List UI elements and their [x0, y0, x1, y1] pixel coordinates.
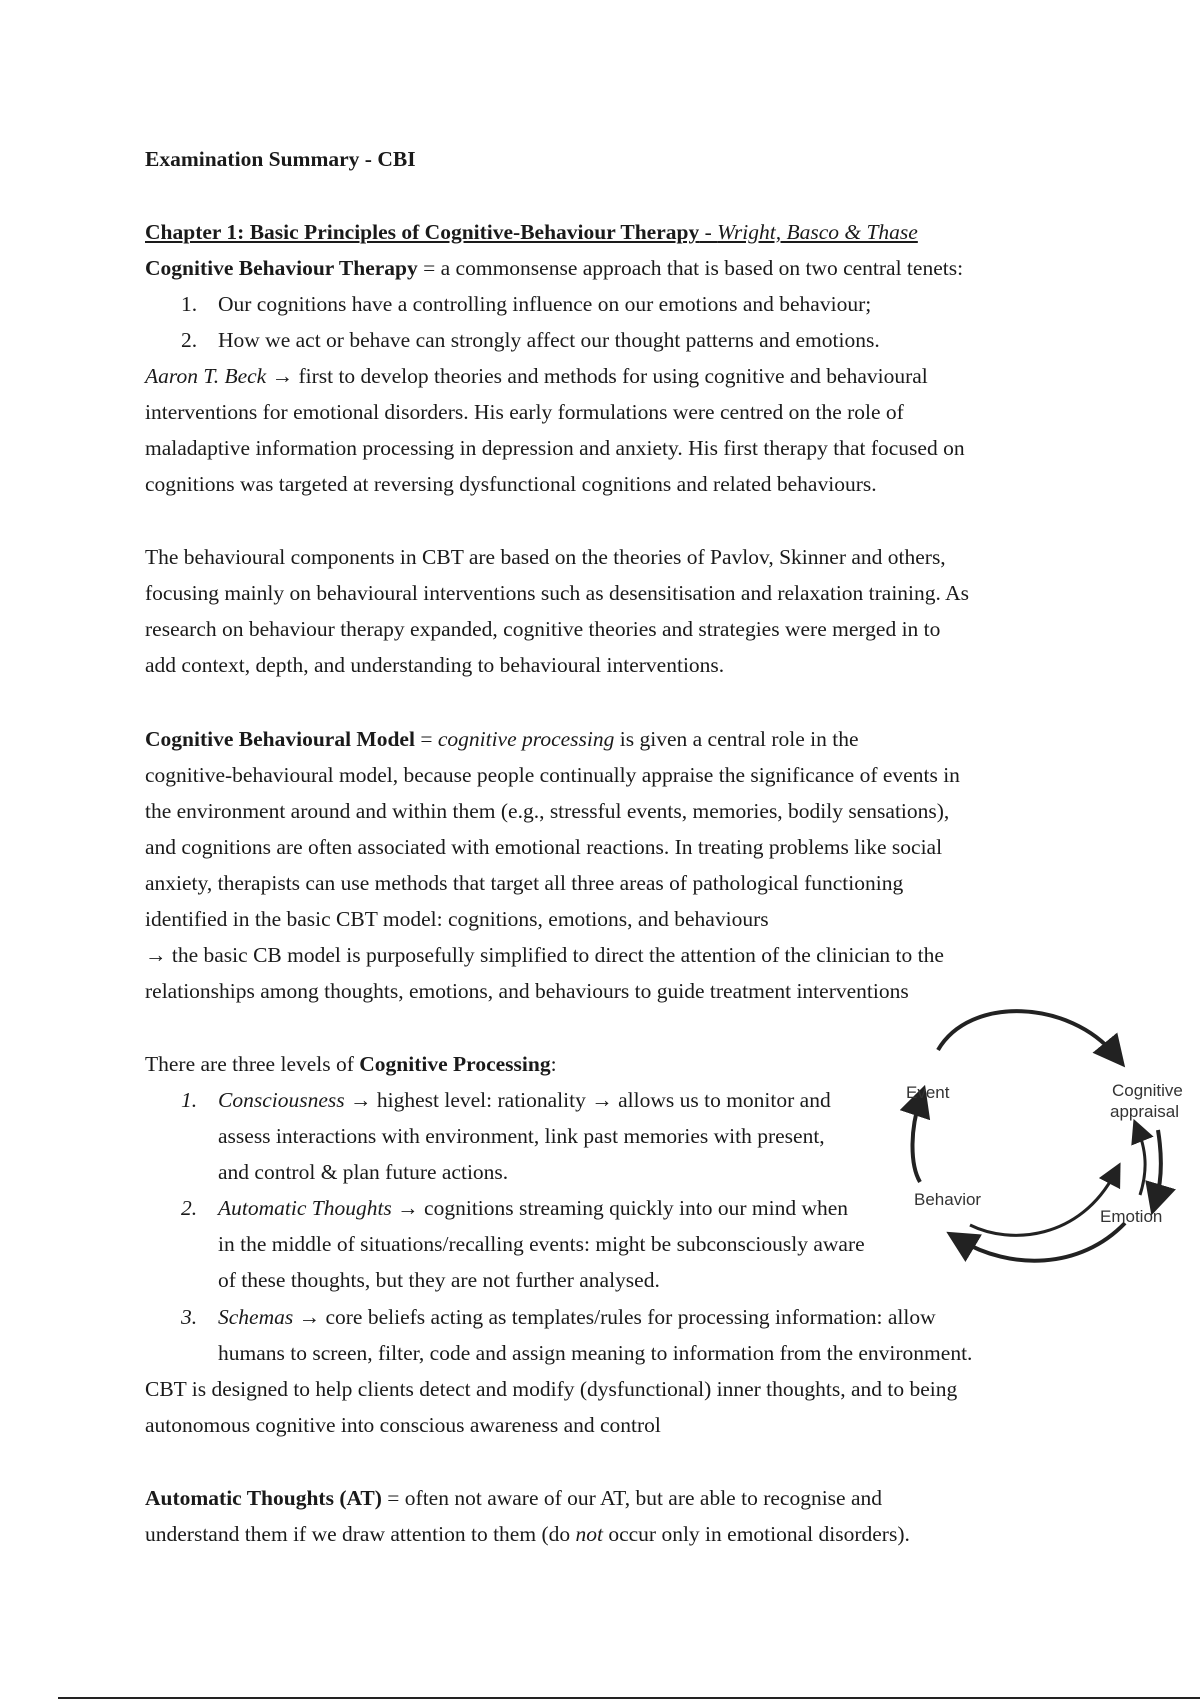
tenet-item: How we act or behave can strongly affect our thought patterns and emotions. — [218, 328, 880, 352]
page-bottom-rule — [58, 1697, 1200, 1699]
level-number: 3. — [181, 1305, 198, 1329]
emotion-label: Emotion — [1100, 1207, 1163, 1226]
model-line: the environment around and within them (e.g., stressful events, memories, bodily sensations), — [145, 799, 950, 823]
beck-line: interventions for emotional disorders. His early formulations were centred on the role of — [145, 400, 904, 424]
behavioural-line: focusing mainly on behavioural interventions such as desensitisation and relaxation training. As — [145, 581, 969, 605]
beck-line: maladaptive information processing in depression and anxiety. His first therapy that focused on — [145, 436, 965, 460]
levels-summary: CBT is designed to help clients detect and modify (dysfunctional) inner thoughts, and to being — [145, 1377, 958, 1401]
level-item-line: assess interactions with environment, link past memories with present, — [218, 1124, 825, 1148]
tenet-item: Our cognitions have a controlling influence on our emotions and behaviour; — [218, 292, 872, 316]
model-line: Cognitive Behavioural Model = cognitive processing is given a central role in the — [145, 727, 859, 751]
level-item: Schemas → core beliefs acting as templates/rules for processing information: allow — [218, 1305, 936, 1329]
chapter-heading: Chapter 1: Basic Principles of Cognitive-Behaviour Therapy - Wright, Basco & Thase — [145, 220, 918, 244]
model-line: anxiety, therapists can use methods that target all three areas of pathological functioning — [145, 871, 904, 895]
level-item: Consciousness → highest level: rationality → allows us to monitor and — [218, 1088, 831, 1112]
behavioural-line: research on behaviour therapy expanded, cognitive theories and strategies were merged in to — [145, 617, 941, 641]
appraisal-label-line1: Cognitive — [1112, 1081, 1183, 1100]
tenet-number: 2. — [181, 328, 198, 352]
level-item-line: and control & plan future actions. — [218, 1160, 509, 1184]
arrow-behavior-to-emotion — [970, 1173, 1115, 1235]
model-line: and cognitions are often associated with emotional reactions. In treating problems like social — [145, 835, 943, 859]
behavioural-line: The behavioural components in CBT are based on the theories of Pavlov, Skinner and others, — [145, 545, 946, 569]
behavioural-line: add context, depth, and understanding to behavioural interventions. — [145, 653, 725, 677]
arrow-behavior-to-event — [913, 1100, 921, 1182]
model-line: cognitive-behavioural model, because people continually appraise the significance of events in — [145, 763, 960, 787]
model-line: relationships among thoughts, emotions, and behaviours to guide treatment interventions — [145, 979, 909, 1003]
arrow-appraisal-to-emotion — [1156, 1130, 1161, 1200]
tenet-number: 1. — [181, 292, 198, 316]
at-definition: understand them if we draw attention to them (do not occur only in emotional disorders). — [145, 1522, 910, 1546]
chapter-authors: Wright, Basco & Thase — [717, 220, 918, 244]
event-label: Event — [906, 1083, 950, 1102]
level-item-line: in the middle of situations/recalling events: might be subconsciously aware — [218, 1232, 865, 1256]
level-number: 1. — [181, 1088, 198, 1112]
level-number: 2. — [181, 1196, 198, 1220]
model-line: → the basic CB model is purposefully simplified to direct the attention of the clinician to the — [145, 943, 944, 967]
document-title: Examination Summary - CBI — [145, 147, 416, 171]
level-item-line: humans to screen, filter, code and assign meaning to information from the environment. — [218, 1341, 973, 1365]
arrow-event-to-appraisal — [938, 1011, 1115, 1055]
cbt-definition: Cognitive Behaviour Therapy = a commonsense approach that is based on two central tenets: — [145, 256, 964, 280]
beck-line: Aaron T. Beck → first to develop theories and methods for using cognitive and behavioural — [145, 364, 928, 388]
level-item-line: of these thoughts, but they are not further analysed. — [218, 1268, 660, 1292]
level-item: Automatic Thoughts → cognitions streaming quickly into our mind when — [218, 1196, 849, 1220]
at-definition: Automatic Thoughts (AT) = often not aware of our AT, but are able to recognise and — [145, 1486, 882, 1510]
arrow-emotion-to-appraisal — [1138, 1130, 1145, 1195]
cbt-cycle-diagram — [900, 1005, 1200, 1275]
levels-intro: There are three levels of Cognitive Processing: — [145, 1052, 557, 1076]
beck-line: cognitions was targeted at reversing dysfunctional cognitions and related behaviours. — [145, 472, 877, 496]
behavior-label: Behavior — [914, 1190, 982, 1209]
arrow-emotion-to-behavior — [960, 1223, 1125, 1261]
levels-summary: autonomous cognitive into conscious awareness and control — [145, 1413, 661, 1437]
model-line: identified in the basic CBT model: cognitions, emotions, and behaviours — [145, 907, 769, 931]
appraisal-label-line2: appraisal — [1110, 1102, 1179, 1121]
